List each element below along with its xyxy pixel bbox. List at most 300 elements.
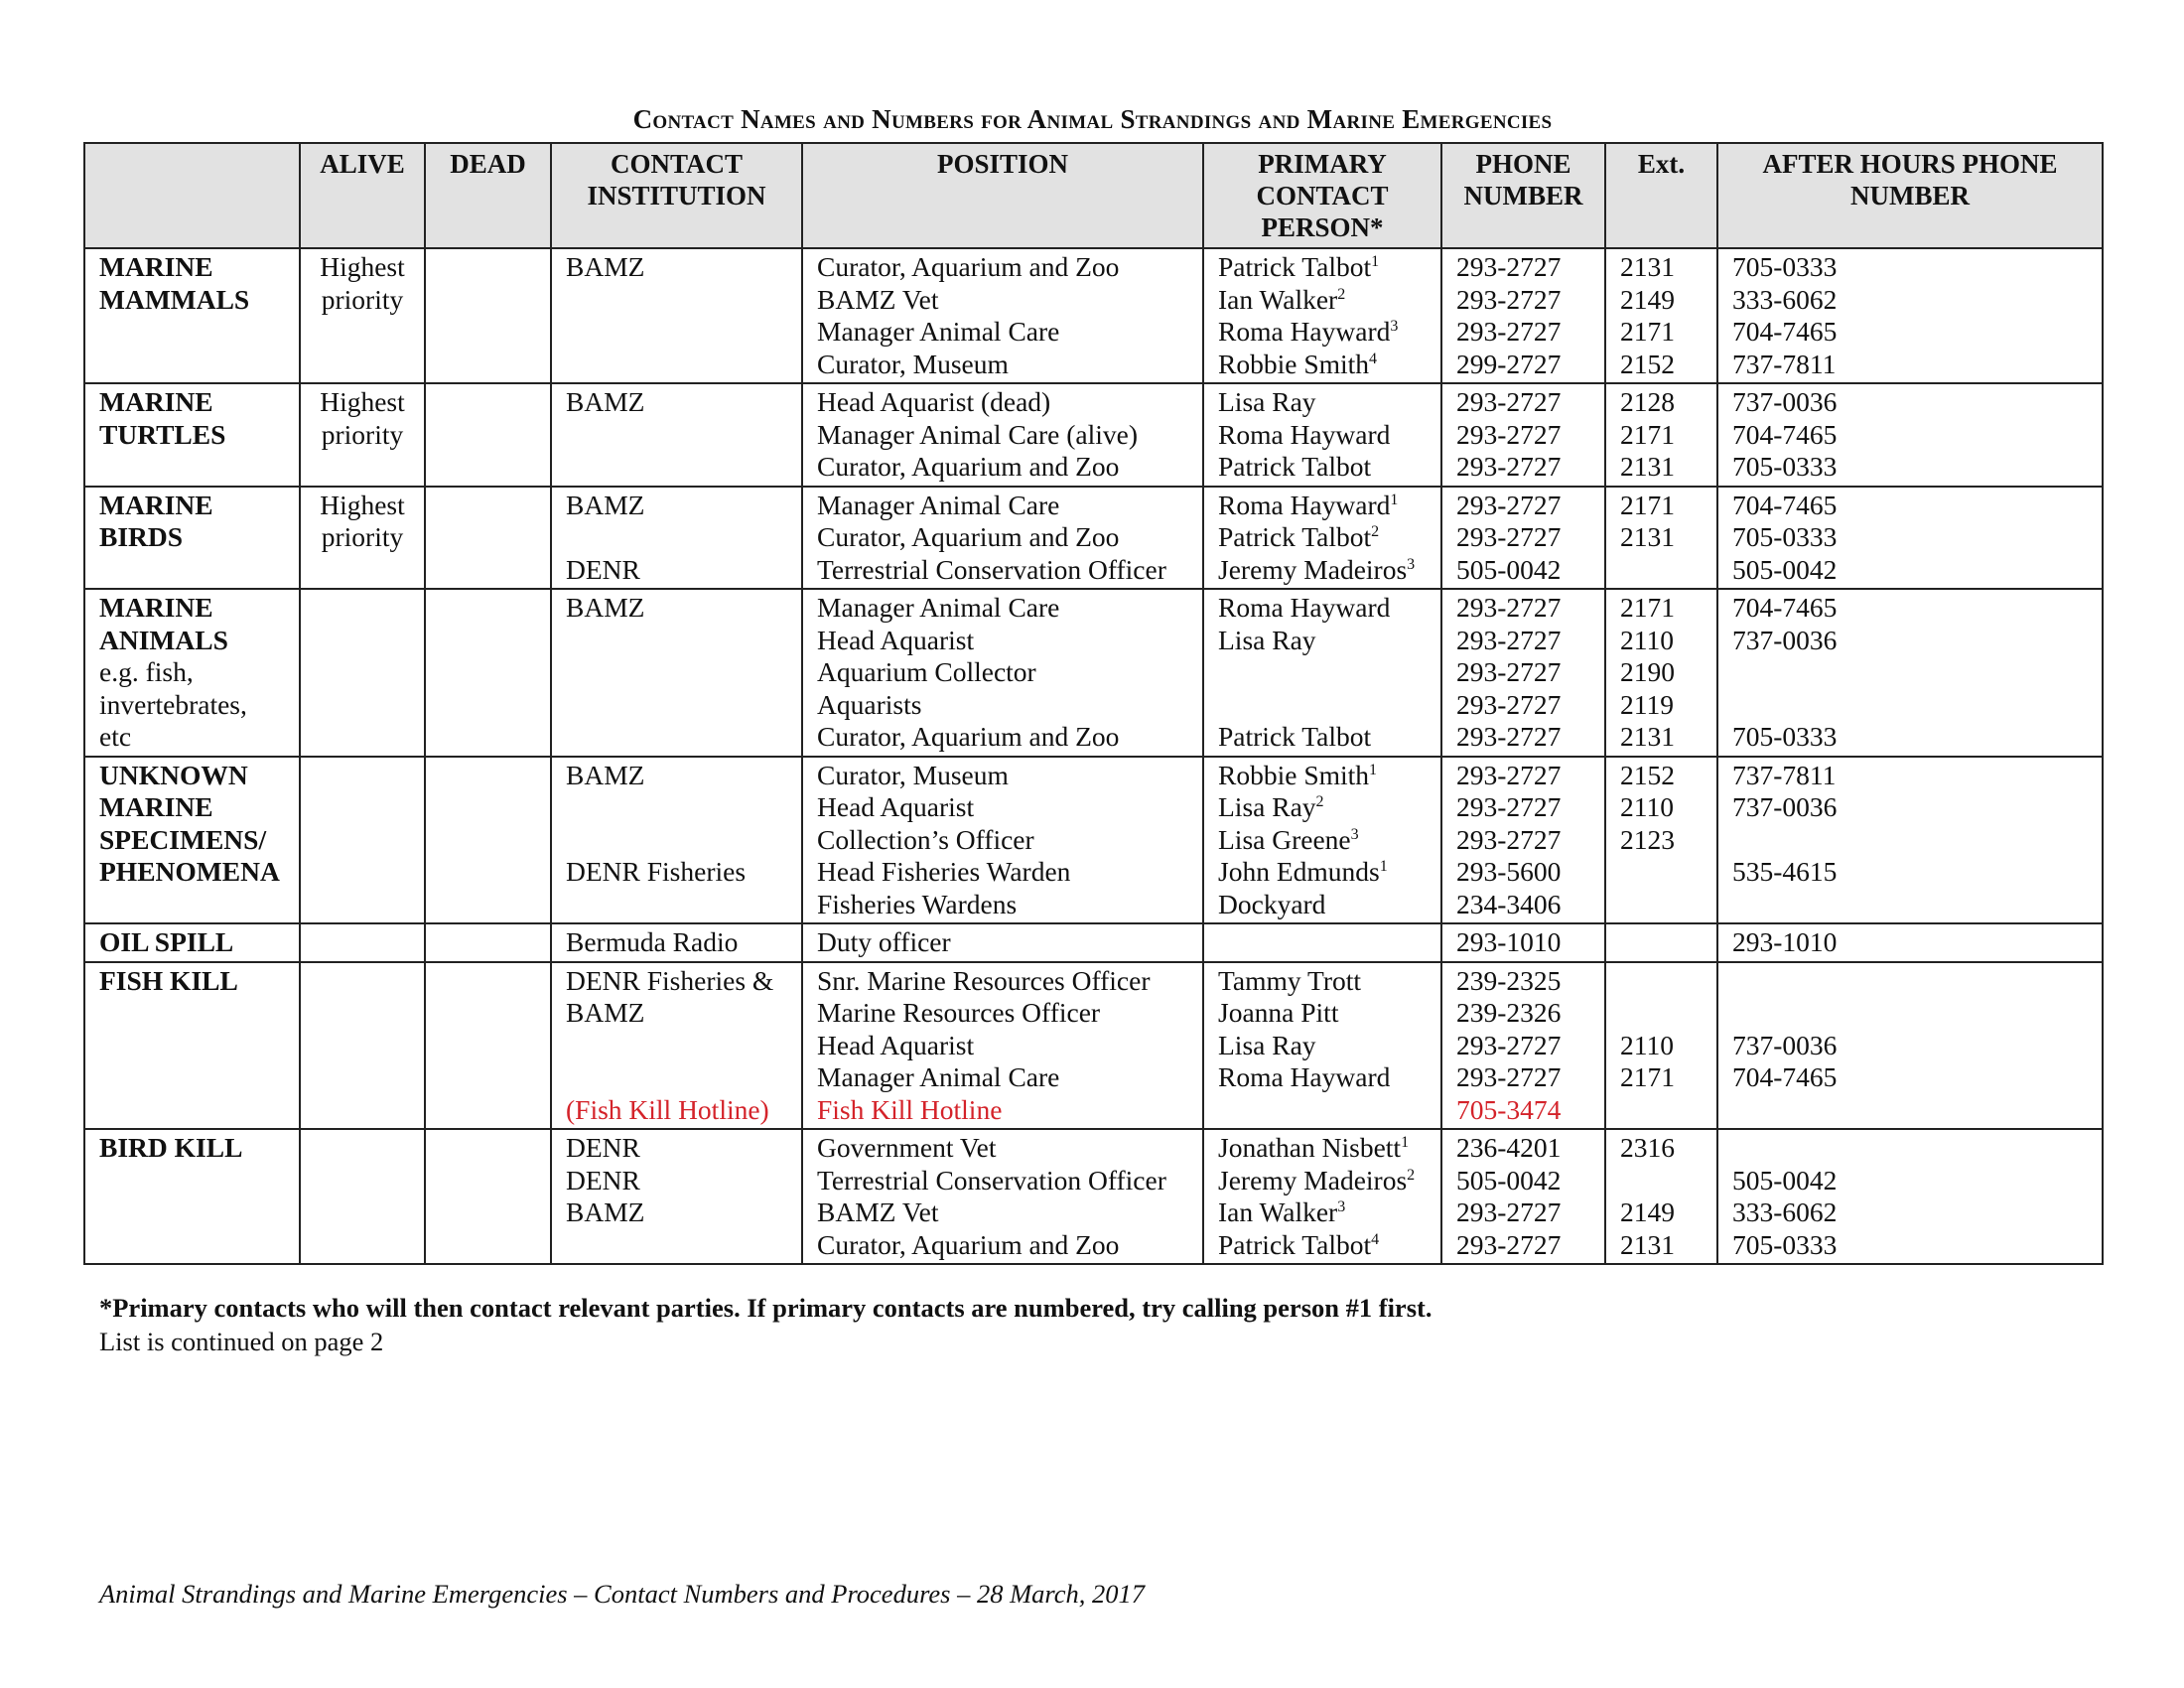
person-line [1218, 490, 1427, 522]
extension: 2149 [1620, 283, 1675, 315]
after-hours-cell [1717, 757, 2103, 924]
phone-number: 293-2727 [1456, 592, 1562, 623]
institution-cell [551, 1129, 802, 1264]
position-cell [802, 589, 1203, 757]
category-example: e.g. fish, [99, 656, 194, 687]
person-line [1218, 1094, 1427, 1127]
person-order: 3 [1390, 317, 1399, 335]
after-hours-number [1732, 889, 2088, 921]
position-line: Fisheries Wardens [817, 888, 1018, 919]
after-hours-number [1732, 656, 2088, 689]
dead-cell [425, 923, 551, 962]
after-hours-number: 535-4615 [1732, 856, 1838, 887]
after-hours-number: 705-0333 [1732, 521, 1838, 552]
position-line: Head Aquarist [817, 1029, 975, 1060]
after-hours-number: 333-6062 [1732, 1196, 1838, 1227]
institution-cell [551, 923, 802, 962]
institution-cell [551, 962, 802, 1130]
position-line: Curator, Aquarium and Zoo [817, 451, 1120, 482]
institution-line [566, 451, 787, 484]
category-label: PHENOMENA [99, 856, 280, 887]
person-line [1218, 625, 1427, 657]
extension: 2171 [1620, 489, 1675, 520]
extension: 2131 [1620, 451, 1675, 482]
after-hours-number: 737-0036 [1732, 386, 1838, 417]
phone-number: 234-3406 [1456, 888, 1562, 919]
extension [1620, 1165, 1703, 1197]
header-category [84, 143, 300, 248]
phone-number: 293-2727 [1456, 418, 1562, 450]
after-hours-number [1732, 997, 2088, 1030]
person-line [1218, 1030, 1427, 1062]
person-line [1218, 251, 1427, 284]
phone-cell [1441, 487, 1605, 590]
person-order: 2 [1407, 1166, 1416, 1184]
person-order: 4 [1371, 1230, 1380, 1248]
after-hours-cell [1717, 962, 2103, 1130]
position-line: Marine Resources Officer [817, 997, 1101, 1028]
institution-line: BAMZ [566, 251, 645, 282]
after-hours-number: 705-0333 [1732, 451, 1838, 482]
person-name: Robbie Smith [1218, 759, 1370, 790]
institution-cell [551, 383, 802, 487]
institution-line [566, 1030, 787, 1062]
person-order: 1 [1390, 491, 1399, 508]
after-hours-number: 705-0333 [1732, 721, 1838, 752]
position-line: Curator, Aquarium and Zoo [817, 521, 1120, 552]
position-line: Snr. Marine Resources Officer [817, 964, 1151, 996]
extension [1620, 856, 1703, 889]
person-name: Lisa Ray [1218, 791, 1316, 822]
alive-priority: Highest [320, 251, 405, 282]
after-hours-number [1732, 824, 2088, 857]
table-row [84, 589, 2103, 757]
person-name: Tammy Trott [1218, 964, 1362, 996]
alive-priority: priority [321, 283, 404, 315]
category-label: OIL SPILL [99, 926, 234, 957]
alive-priority: Highest [320, 386, 405, 417]
phone-number: 293-2727 [1456, 316, 1562, 347]
phone-number: 293-2727 [1456, 1061, 1562, 1092]
extension: 2171 [1620, 1061, 1675, 1092]
phone-number: 239-2325 [1456, 964, 1562, 996]
header-institution: CONTACT INSTITUTION [551, 143, 802, 248]
position-line: Aquarists [817, 688, 922, 720]
person-cell [1203, 923, 1441, 962]
header-after-hours: AFTER HOURS PHONE NUMBER [1717, 143, 2103, 248]
person-order: 2 [1337, 285, 1346, 303]
institution-cell [551, 487, 802, 590]
institution-line: BAMZ [566, 489, 645, 520]
institution-line [566, 1061, 787, 1094]
institution-line [566, 689, 787, 722]
category-label: MARINE [99, 592, 213, 623]
extension [1620, 1094, 1703, 1127]
person-cell [1203, 757, 1441, 924]
page-footer: Animal Strandings and Marine Emergencies – Contact Numbers and Procedures – 28 March, 2017 [99, 1579, 1146, 1609]
institution-line [566, 824, 787, 857]
extension: 2171 [1620, 418, 1675, 450]
person-name: Roma Hayward [1218, 489, 1391, 520]
dead-cell [425, 757, 551, 924]
category-label: BIRD KILL [99, 1132, 243, 1163]
position-line: BAMZ Vet [817, 1196, 939, 1227]
person-line [1218, 419, 1427, 452]
institution-line [566, 1229, 787, 1262]
person-order: 3 [1407, 555, 1416, 573]
institution-line: BAMZ [566, 386, 645, 417]
phone-number: 293-2727 [1456, 759, 1562, 790]
header-person: PRIMARY CONTACT PERSON* [1203, 143, 1441, 248]
dead-cell [425, 383, 551, 487]
category-cell [84, 248, 300, 383]
extension: 2131 [1620, 521, 1675, 552]
table-row [84, 487, 2103, 590]
phone-number: 299-2727 [1456, 348, 1562, 379]
category-cell [84, 962, 300, 1130]
table-row [84, 757, 2103, 924]
category-cell [84, 487, 300, 590]
person-name: Patrick Talbot [1218, 721, 1372, 752]
person-order: 2 [1315, 792, 1324, 810]
person-line [1218, 1196, 1427, 1229]
position-cell [802, 757, 1203, 924]
person-line [1218, 791, 1427, 824]
person-name: Patrick Talbot [1218, 251, 1372, 282]
institution-line: BAMZ [566, 759, 645, 790]
person-name: Patrick Talbot [1218, 1228, 1372, 1260]
position-cell [802, 487, 1203, 590]
category-label: MARINE [99, 251, 213, 282]
person-line [1218, 284, 1427, 317]
person-name: Roma Hayward [1218, 592, 1391, 623]
after-hours-number: 705-0333 [1732, 251, 1838, 282]
phone-cell [1441, 589, 1605, 757]
category-label: UNKNOWN [99, 759, 248, 790]
table-row [84, 248, 2103, 383]
continued-note: List is continued on page 2 [99, 1327, 384, 1356]
phone-cell [1441, 1129, 1605, 1264]
phone-number: 293-2727 [1456, 1228, 1562, 1260]
category-label: MARINE [99, 489, 213, 520]
table-row [84, 1129, 2103, 1264]
footnote: *Primary contacts who will then contact relevant parties. If primary contacts are numbered, try calling person #1 first. [99, 1293, 1433, 1323]
position-cell [802, 383, 1203, 487]
person-name: Lisa Ray [1218, 624, 1316, 655]
alive-cell [300, 487, 425, 590]
phone-number: 293-2727 [1456, 791, 1562, 822]
position-cell [802, 923, 1203, 962]
ext-cell [1605, 589, 1717, 757]
after-hours-cell [1717, 1129, 2103, 1264]
category-cell [84, 757, 300, 924]
person-line [1218, 926, 1427, 959]
page-title: Contact Names and Numbers for Animal Strandings and Marine Emergencies [632, 104, 1553, 134]
ext-cell [1605, 962, 1717, 1130]
header-position: POSITION [802, 143, 1203, 248]
person-name: Lisa Greene [1218, 823, 1351, 855]
position-line: Collection’s Officer [817, 823, 1034, 855]
person-name: Jeremy Madeiros [1218, 1164, 1408, 1196]
person-line [1218, 1229, 1427, 1262]
after-hours-number [1732, 1132, 2088, 1165]
institution-line [566, 521, 787, 554]
phone-cell [1441, 248, 1605, 383]
institution-line [566, 656, 787, 689]
phone-cell [1441, 962, 1605, 1130]
phone-number: 293-2727 [1456, 721, 1562, 752]
phone-number: 293-2727 [1456, 251, 1562, 282]
phone-number: 293-2727 [1456, 283, 1562, 315]
person-line [1218, 656, 1427, 689]
position-cell [802, 962, 1203, 1130]
institution-line [566, 316, 787, 349]
phone-number: 293-2727 [1456, 521, 1562, 552]
phone-number: 293-2727 [1456, 823, 1562, 855]
person-line [1218, 689, 1427, 722]
institution-line: DENR Fisheries [566, 856, 747, 887]
position-line: Head Aquarist [817, 791, 975, 822]
after-hours-cell [1717, 248, 2103, 383]
person-name: Lisa Ray [1218, 386, 1316, 417]
extension: 2110 [1620, 624, 1674, 655]
after-hours-number: 737-0036 [1732, 624, 1838, 655]
header-row [84, 143, 2103, 248]
extension: 2131 [1620, 721, 1675, 752]
phone-number: 505-0042 [1456, 553, 1562, 585]
person-name: John Edmunds [1218, 856, 1380, 887]
alive-cell [300, 962, 425, 1130]
extension: 2171 [1620, 316, 1675, 347]
person-cell [1203, 1129, 1441, 1264]
alive-cell [300, 248, 425, 383]
institution-line [566, 419, 787, 452]
phone-number: 236-4201 [1456, 1132, 1562, 1163]
after-hours-number: 505-0042 [1732, 1164, 1838, 1196]
person-cell [1203, 962, 1441, 1130]
after-hours-number: 333-6062 [1732, 283, 1838, 315]
position-line: Manager Animal Care [817, 489, 1060, 520]
person-order: 1 [1401, 1133, 1410, 1151]
phone-number: 293-2727 [1456, 451, 1562, 482]
category-label: FISH KILL [99, 964, 238, 996]
after-hours-cell [1717, 923, 2103, 962]
person-name: Roma Hayward [1218, 418, 1391, 450]
contacts-body [84, 248, 2103, 1264]
alive-priority: priority [321, 418, 404, 450]
dead-cell [425, 248, 551, 383]
position-line: Terrestrial Conservation Officer [817, 553, 1166, 585]
dead-cell [425, 962, 551, 1130]
alive-priority: priority [321, 521, 404, 552]
category-label: MAMMALS [99, 283, 250, 315]
extension: 2119 [1620, 688, 1674, 720]
institution-line: DENR [566, 1164, 640, 1196]
position-line: Curator, Aquarium and Zoo [817, 251, 1120, 282]
position-cell [802, 1129, 1203, 1264]
alive-priority: Highest [320, 489, 405, 520]
phone-number: 293-2727 [1456, 624, 1562, 655]
position-line: Curator, Museum [817, 759, 1009, 790]
category-cell [84, 589, 300, 757]
person-line [1218, 316, 1427, 349]
extension: 2152 [1620, 759, 1675, 790]
institution-line [566, 889, 787, 921]
table-row [84, 923, 2103, 962]
institution-line [566, 349, 787, 381]
ext-cell [1605, 1129, 1717, 1264]
alive-cell [300, 757, 425, 924]
person-line [1218, 554, 1427, 587]
position-line: Aquarium Collector [817, 656, 1036, 687]
contacts-table [83, 142, 2104, 1265]
institution-line: BAMZ [566, 1196, 645, 1227]
position-line: Duty officer [817, 926, 951, 957]
after-hours-number: 737-7811 [1732, 759, 1837, 790]
position-cell [802, 248, 1203, 383]
person-name: Roma Hayward [1218, 1061, 1391, 1092]
category-example: invertebrates, [99, 688, 247, 720]
alive-cell [300, 589, 425, 757]
person-line [1218, 349, 1427, 381]
ext-cell [1605, 248, 1717, 383]
extension: 2131 [1620, 251, 1675, 282]
header-ext: Ext. [1605, 143, 1717, 248]
phone-cell [1441, 383, 1605, 487]
person-name: Roma Hayward [1218, 316, 1391, 347]
header-phone: PHONE NUMBER [1441, 143, 1605, 248]
after-hours-number: 705-0333 [1732, 1228, 1838, 1260]
person-order: 4 [1369, 350, 1378, 367]
alive-cell [300, 923, 425, 962]
extension: 2128 [1620, 386, 1675, 417]
phone-number: 293-2727 [1456, 489, 1562, 520]
after-hours-cell [1717, 487, 2103, 590]
person-line [1218, 451, 1427, 484]
person-order: 1 [1371, 252, 1380, 270]
table-row [84, 962, 2103, 1130]
person-name: Jeremy Madeiros [1218, 553, 1408, 585]
person-line [1218, 965, 1427, 998]
person-line [1218, 760, 1427, 792]
phone-number: 293-2727 [1456, 688, 1562, 720]
extension [1620, 997, 1703, 1030]
person-order: 3 [1350, 825, 1359, 843]
category-label: MARINE [99, 791, 213, 822]
position-line: Head Fisheries Warden [817, 856, 1071, 887]
extension [1620, 554, 1703, 587]
phone-number: 293-1010 [1456, 926, 1562, 957]
phone-number: 293-2727 [1456, 656, 1562, 687]
after-hours-number: 737-7811 [1732, 348, 1837, 379]
extension: 2190 [1620, 656, 1675, 687]
category-label: MARINE [99, 386, 213, 417]
after-hours-number: 704-7465 [1732, 592, 1838, 623]
ext-cell [1605, 757, 1717, 924]
position-line: Terrestrial Conservation Officer [817, 1164, 1166, 1196]
institution-line: DENR [566, 553, 640, 585]
person-line [1218, 1132, 1427, 1165]
phone-cell [1441, 923, 1605, 962]
ext-cell [1605, 923, 1717, 962]
person-line [1218, 997, 1427, 1030]
extension: 2149 [1620, 1196, 1675, 1227]
alive-cell [300, 1129, 425, 1264]
person-name: Ian Walker [1218, 283, 1338, 315]
after-hours-cell [1717, 383, 2103, 487]
person-cell [1203, 383, 1441, 487]
after-hours-number [1732, 1094, 2088, 1127]
person-name: Ian Walker [1218, 1196, 1338, 1227]
position-line: Head Aquarist (dead) [817, 386, 1051, 417]
dead-cell [425, 589, 551, 757]
dead-cell [425, 487, 551, 590]
position-line: Curator, Museum [817, 348, 1009, 379]
extension [1620, 889, 1703, 921]
position-line: Manager Animal Care [817, 1061, 1060, 1092]
person-line [1218, 856, 1427, 889]
category-label: ANIMALS [99, 624, 228, 655]
position-line: Manager Animal Care (alive) [817, 418, 1138, 450]
after-hours-cell [1717, 589, 2103, 757]
extension: 2152 [1620, 348, 1675, 379]
person-line [1218, 592, 1427, 625]
after-hours-number: 505-0042 [1732, 553, 1838, 585]
alive-cell [300, 383, 425, 487]
after-hours-number: 704-7465 [1732, 316, 1838, 347]
after-hours-number: 737-0036 [1732, 1029, 1838, 1060]
institution-line [566, 284, 787, 317]
person-order: 1 [1369, 761, 1378, 778]
phone-number: 293-2727 [1456, 1196, 1562, 1227]
institution-line: BAMZ [566, 997, 645, 1028]
extension: 2316 [1620, 1132, 1675, 1163]
table-row [84, 383, 2103, 487]
person-cell [1203, 487, 1441, 590]
person-cell [1203, 589, 1441, 757]
extension: 2110 [1620, 791, 1674, 822]
person-line [1218, 721, 1427, 754]
person-order: 1 [1379, 857, 1388, 875]
phone-cell [1441, 757, 1605, 924]
category-cell [84, 383, 300, 487]
person-order: 3 [1337, 1197, 1346, 1215]
person-name: Robbie Smith [1218, 348, 1370, 379]
phone-number: 293-5600 [1456, 856, 1562, 887]
header-alive: ALIVE [300, 143, 425, 248]
category-example: etc [99, 721, 132, 752]
category-cell [84, 1129, 300, 1264]
institution-line [566, 791, 787, 824]
person-line [1218, 1061, 1427, 1094]
header-dead: DEAD [425, 143, 551, 248]
position-line: BAMZ Vet [817, 283, 939, 315]
extension [1620, 926, 1703, 959]
ext-cell [1605, 487, 1717, 590]
extension: 2110 [1620, 1029, 1674, 1060]
institution-cell [551, 248, 802, 383]
after-hours-number [1732, 689, 2088, 722]
person-line [1218, 386, 1427, 419]
position-line: Manager Animal Care [817, 592, 1060, 623]
institution-line [566, 721, 787, 754]
person-order: 2 [1371, 522, 1380, 540]
extension: 2123 [1620, 823, 1675, 855]
position-line: Manager Animal Care [817, 316, 1060, 347]
institution-cell [551, 757, 802, 924]
institution-line: BAMZ [566, 592, 645, 623]
institution-line [566, 625, 787, 657]
